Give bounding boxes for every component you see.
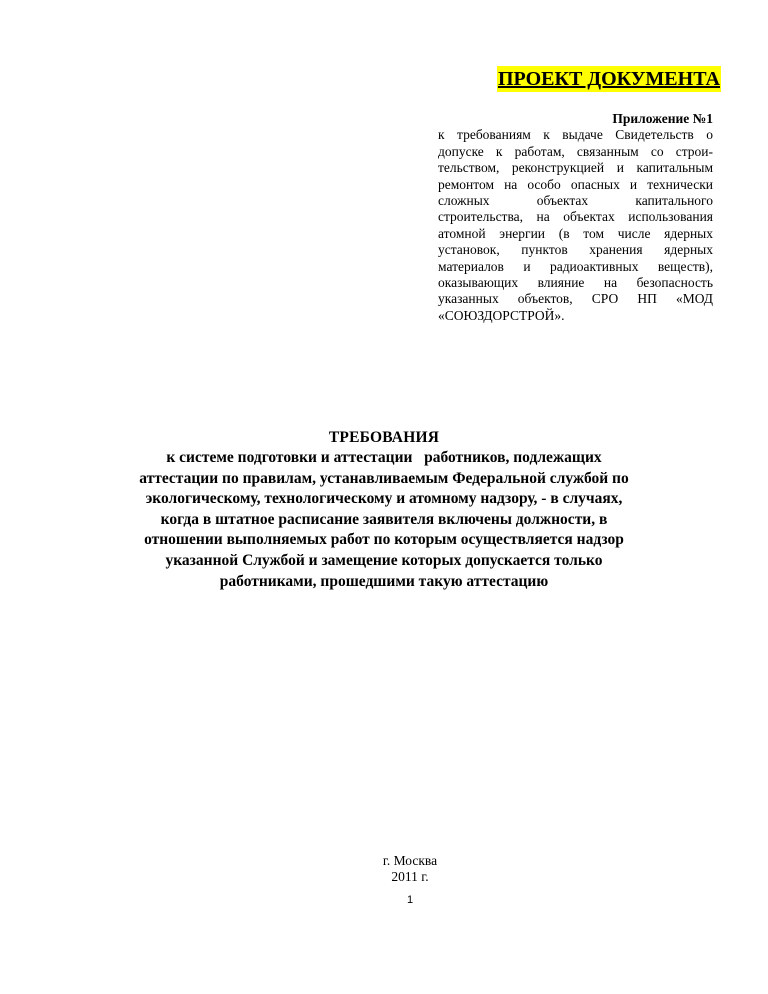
appendix-title: Приложение №1 [612, 111, 713, 126]
footer-year: 2011 г. [391, 869, 429, 884]
draft-label: ПРОЕКТ ДОКУМЕНТА [497, 68, 720, 90]
requirements-heading [90, 428, 678, 592]
requirements-line-4: когда в штатное расписание заявителя включены должности, в [160, 510, 608, 528]
requirements-line-2: аттестации по правилам, устанавливаемым Федеральной службой по [139, 469, 629, 487]
requirements-line-5: отношении выполняемых работ по которым осуществляется надзор [144, 531, 624, 549]
requirements-line-3: экологическому, технологическому и атомному надзору, - в случаях, [145, 490, 623, 508]
requirements-line-6: указанной Службой и замещение которых допускается только [165, 551, 603, 569]
requirements-line-1: к системе подготовки и аттестации работников, подлежащих [166, 449, 602, 466]
requirements-title: ТРЕБОВАНИЯ [328, 429, 440, 446]
footer-place: г. Москва [382, 853, 438, 868]
appendix-block [438, 111, 713, 324]
appendix-text: к требованиям к выдаче Свидетельств о допуске к работам, связанным со строительством, реконструкцией и капитальным ремонтом на особо опасных и технически сложных объектах капитального строительства, на объектах использования атомной энергии (в том числе ядерных установок, пунктов хранения ядерных материалов и радиоактивных веществ), оказывающих влияние на безопасность указанных объектов, СРО НП «МОД «СОЮЗДОРСТРОЙ». [438, 127, 713, 323]
page-number: 1 [406, 894, 414, 906]
requirements-line-7: работниками, прошедшими такую аттестацию [219, 572, 549, 590]
